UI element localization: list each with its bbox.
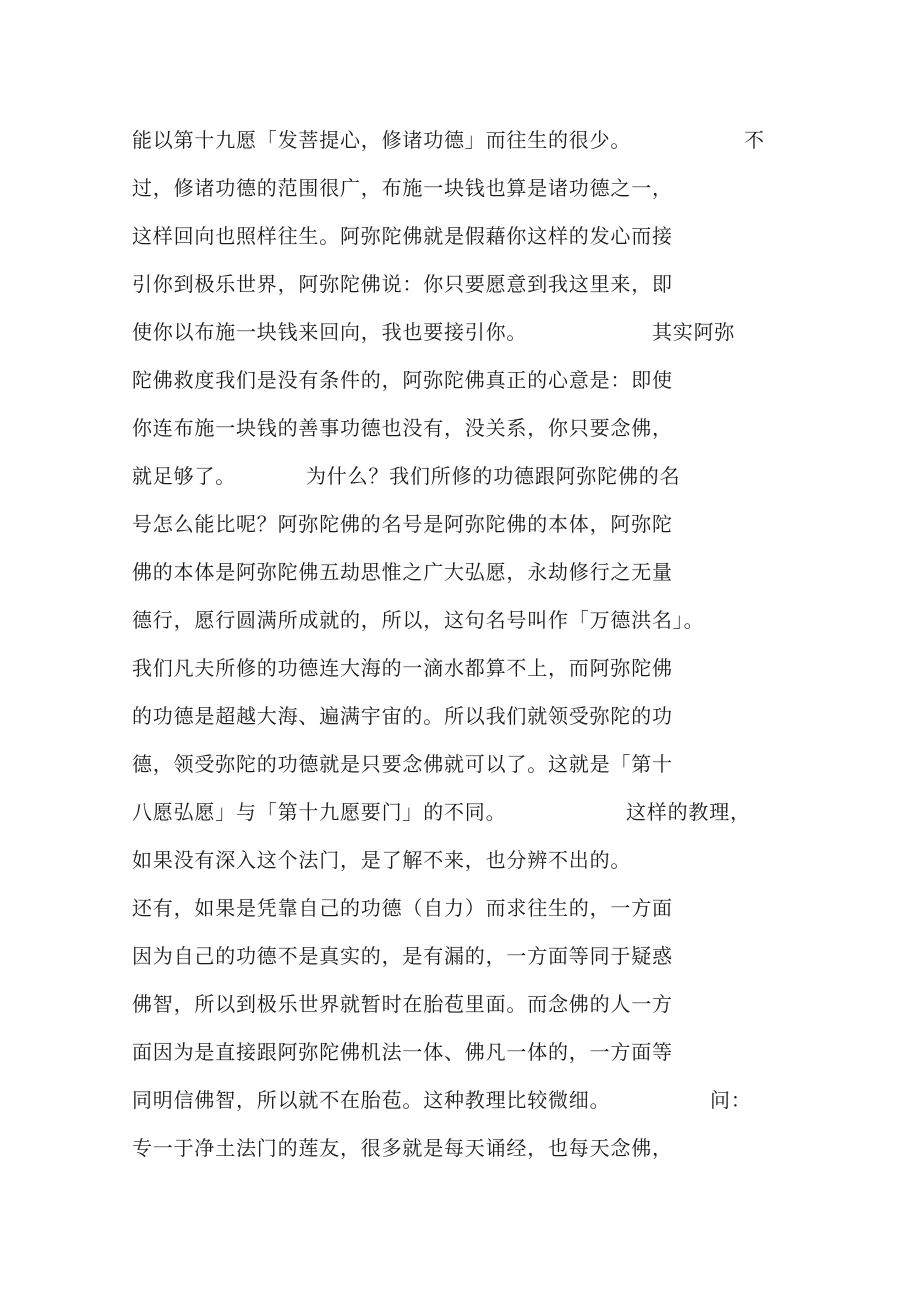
- text-segment: 八愿弘愿」与「第十九愿要门」的不同。: [132, 800, 507, 824]
- text-segment: 号怎么能比呢？阿弥陀佛的名号是阿弥陀佛的本体，阿弥陀: [132, 512, 673, 536]
- text-segment: 还有，如果是凭靠自己的功德（自力）而求往生的，一方面: [132, 896, 673, 920]
- text-segment: 德行，愿行圆满所成就的，所以，这句名号叫作「万德洪名」。: [132, 608, 705, 632]
- text-line-18: [132, 936, 673, 976]
- text-segment: 能以第十九愿「发菩提心，修诸功德」而往生的很少。: [132, 128, 632, 152]
- text-line-11: [132, 600, 704, 640]
- text-segment-right: 为什么？我们所修的功德跟阿弥陀佛的名: [306, 464, 681, 488]
- text-line-13: [132, 696, 673, 736]
- text-line-9: [132, 504, 673, 544]
- text-segment-right: 问：: [710, 1088, 752, 1112]
- text-line-19: [132, 984, 673, 1024]
- text-segment-right: 不: [744, 128, 765, 152]
- text-segment-right: 其实阿弥: [652, 320, 736, 344]
- text-line-15: [132, 792, 751, 832]
- text-segment: 德，领受弥陀的功德就是只要念佛就可以了。这就是「第十: [132, 752, 673, 776]
- text-line-14: [132, 744, 673, 784]
- text-segment: 专一于净土法门的莲友，很多就是每天诵经，也每天念佛，: [132, 1136, 673, 1160]
- text-segment: 我们凡夫所修的功德连大海的一滴水都算不上，而阿弥陀佛: [132, 656, 673, 680]
- text-line-6: [132, 360, 673, 400]
- text-line-7: [132, 408, 673, 448]
- text-segment: 面因为是直接跟阿弥陀佛机法一体、佛凡一体的，一方面等: [132, 1040, 673, 1064]
- text-line-16: [132, 840, 631, 880]
- text-segment: 引你到极乐世界，阿弥陀佛说：你只要愿意到我这里来，即: [132, 272, 673, 296]
- text-segment: 过，修诸功德的范围很广，布施一块钱也算是诸功德之一，: [132, 176, 673, 200]
- text-line-17: [132, 888, 673, 928]
- text-segment: 这样回向也照样往生。阿弥陀佛就是假藉你这样的发心而接: [132, 224, 673, 248]
- text-line-10: [132, 552, 673, 592]
- text-segment: 使你以布施一块钱来回向，我也要接引你。: [132, 320, 528, 344]
- text-segment: 的功德是超越大海、遍满宇宙的。所以我们就领受弥陀的功: [132, 704, 673, 728]
- text-segment: 因为自己的功德不是真实的，是有漏的，一方面等同于疑惑: [132, 944, 673, 968]
- text-line-12: [132, 648, 673, 688]
- text-segment: 佛智，所以到极乐世界就暂时在胎苞里面。而念佛的人一方: [132, 992, 673, 1016]
- text-segment: 你连布施一块钱的善事功德也没有，没关系，你只要念佛，: [132, 416, 673, 440]
- text-line-1: [132, 120, 765, 160]
- text-line-3: [132, 216, 673, 256]
- text-line-21: [132, 1080, 752, 1120]
- text-line-5: [132, 312, 736, 352]
- text-segment: 同明信佛智，所以就不在胎苞。这种教理比较微细。: [132, 1088, 611, 1112]
- text-segment-right: 这样的教理，: [626, 800, 751, 824]
- text-segment: 陀佛救度我们是没有条件的，阿弥陀佛真正的心意是：即使: [132, 368, 673, 392]
- text-line-8: [132, 456, 681, 496]
- text-line-2: [132, 168, 673, 208]
- text-segment: 就足够了。: [132, 464, 236, 488]
- text-line-20: [132, 1032, 673, 1072]
- text-line-4: [132, 264, 673, 304]
- text-segment: 佛的本体是阿弥陀佛五劫思惟之广大弘愿，永劫修行之无量: [132, 560, 673, 584]
- text-segment: 如果没有深入这个法门，是了解不来，也分辨不出的。: [132, 848, 632, 872]
- text-line-22: [132, 1128, 673, 1168]
